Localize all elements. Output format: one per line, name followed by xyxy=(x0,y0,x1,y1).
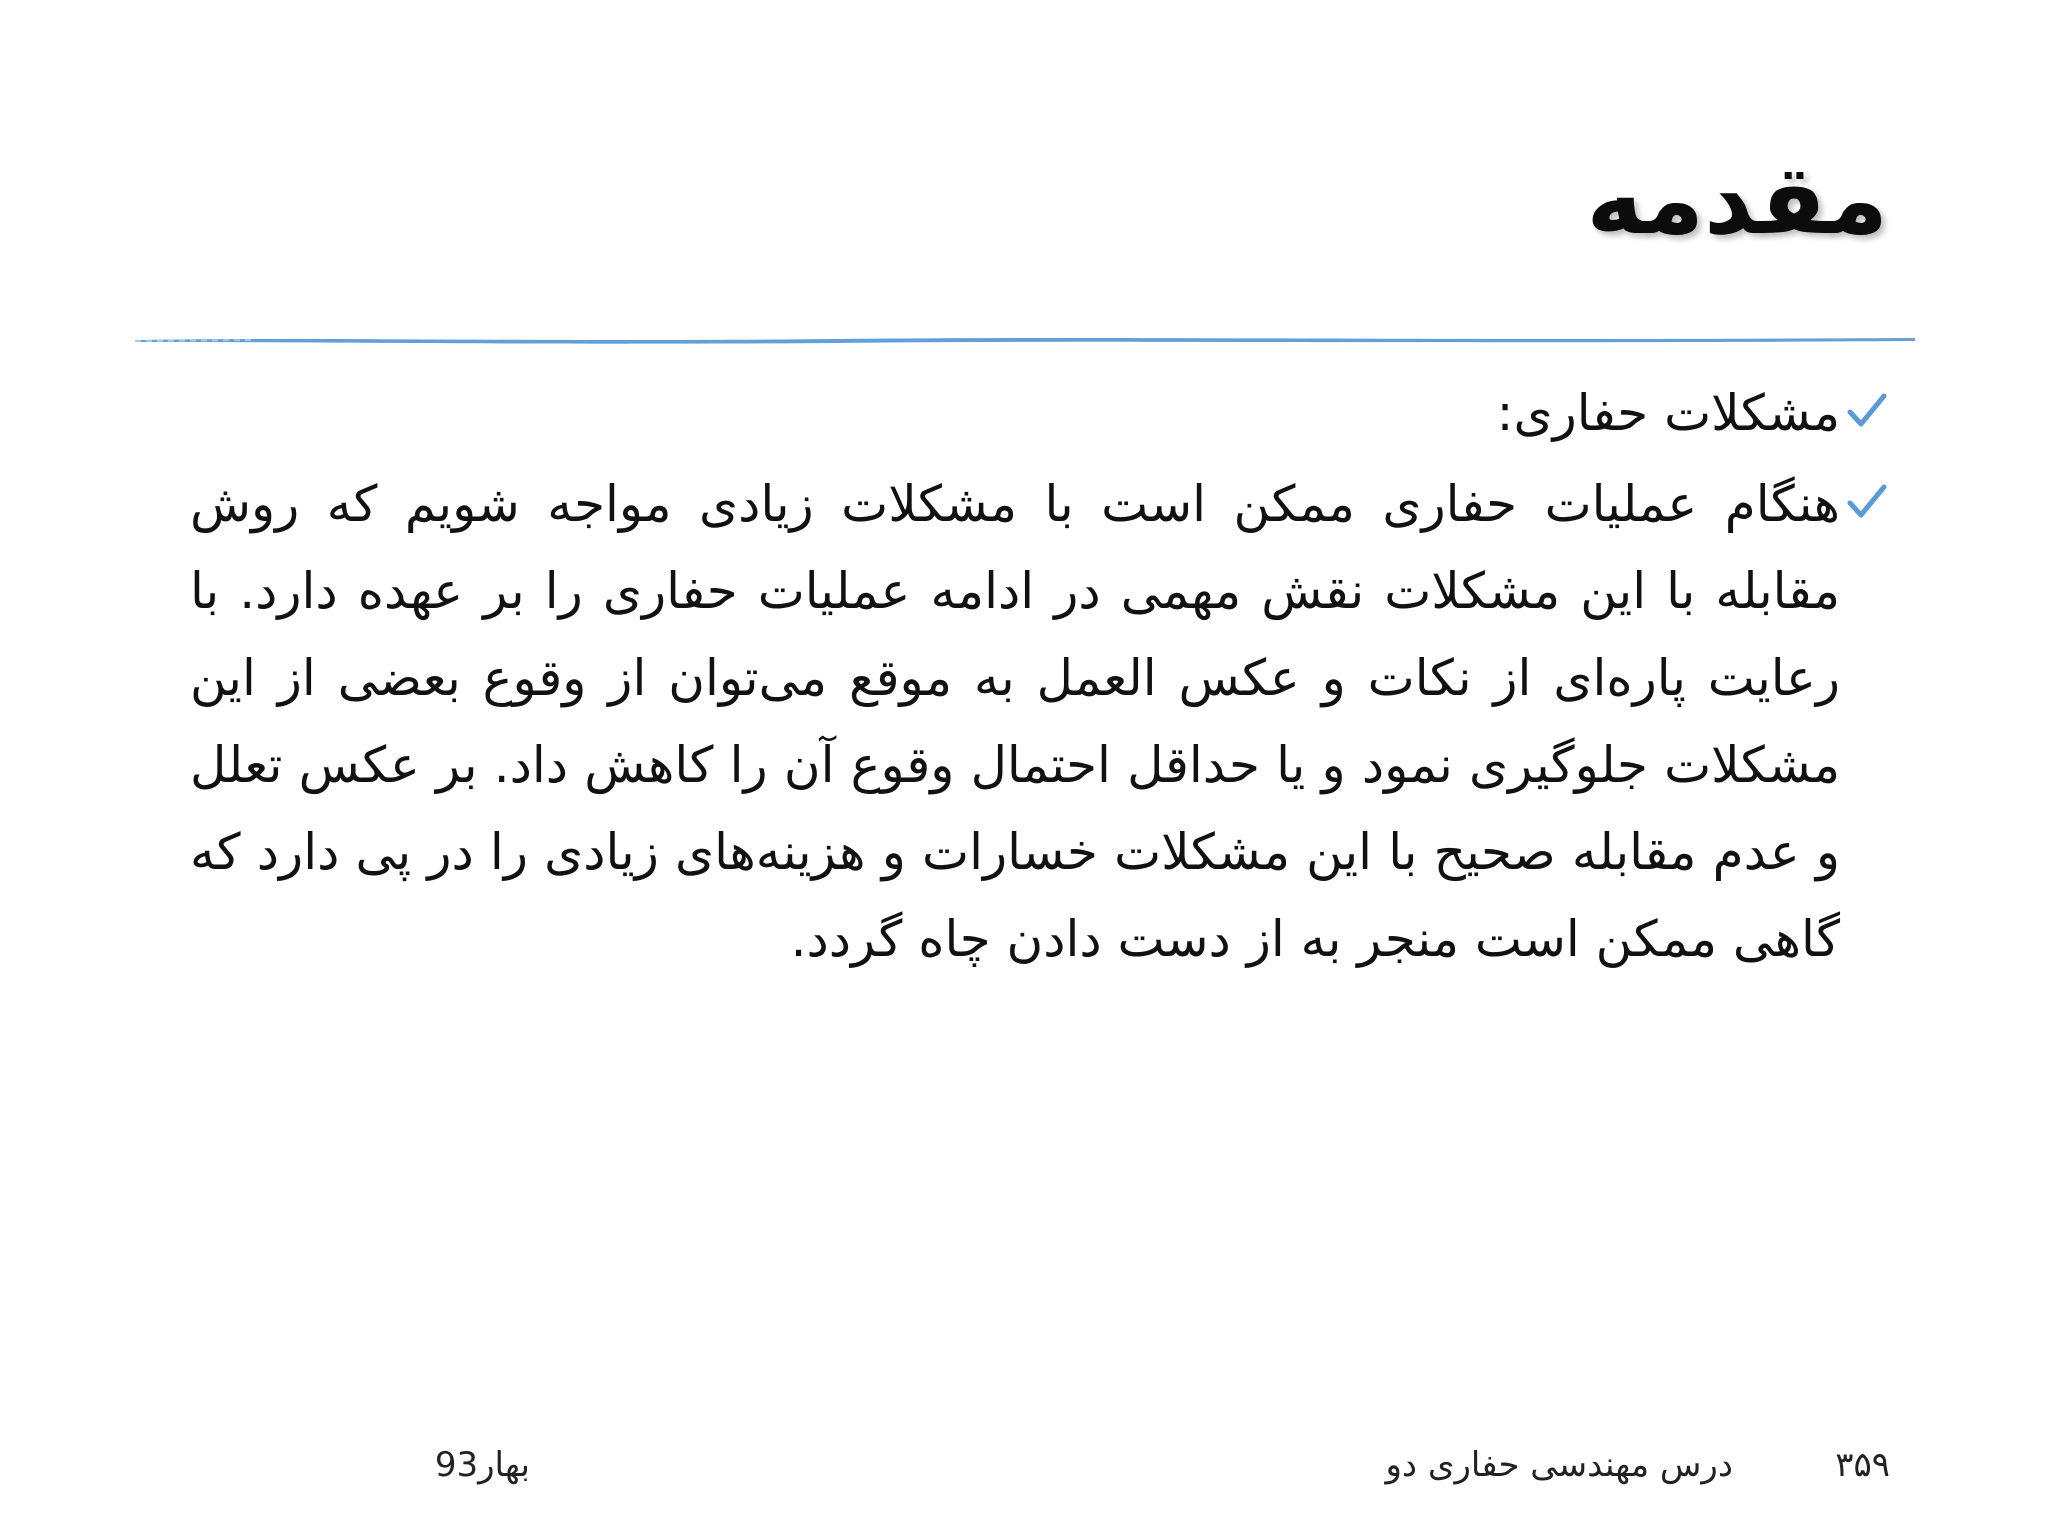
footer-date: بهار93 xyxy=(434,1445,530,1485)
bullet-item-problems xyxy=(1370,370,1888,457)
slide-title: مقدمه xyxy=(1586,144,1888,256)
title-divider xyxy=(135,333,1915,347)
bullet-text: مشکلات حفاری: xyxy=(1496,384,1840,442)
footer-page-number: ۳۵۹ xyxy=(1835,1445,1890,1485)
bullet-text: هنگام عملیات حفاری ممکن است با مشکلات زیادی مواجه شویم که روش مقابله با این مشکلات نقش مهمی در ادامه عملیات حفاری را بر عهده دارد. با رعایت پاره‌ای از نکات و عکس العمل به موقع می‌توان از وقوع بعضی از این مشکلات جلوگیری نمود و یا حداقل احتمال وقوع آن را کاهش داد. بر عکس تعلل و عدم مقابله صحیح با این مشکلات خسارات و هزینه‌های زیادی را در پی دارد که گاهی ممکن است منجر به از دست دادن چاه گردد. xyxy=(190,475,1840,968)
bullet-item-description xyxy=(190,461,1888,983)
checkmark-icon xyxy=(1846,481,1888,523)
bullet-list xyxy=(148,370,1888,983)
checkmark-icon xyxy=(1846,390,1888,432)
footer-course-title: درس مهندسی حفاری دو xyxy=(1385,1445,1733,1485)
